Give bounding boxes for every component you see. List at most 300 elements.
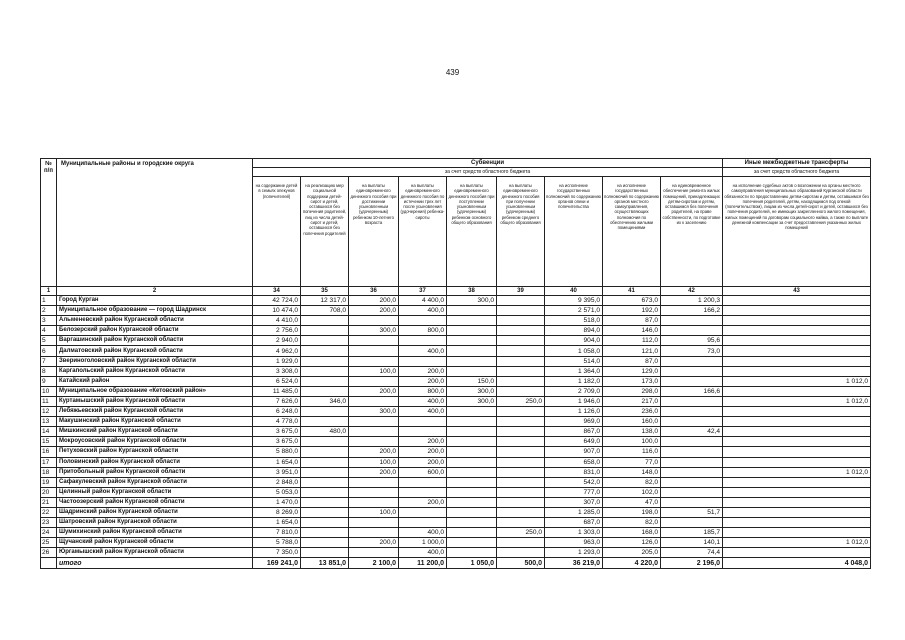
column-header-35: на реализацию мер социальной поддержки детей-сирот и детей, оставшихся без попечения родителей, лиц из числа детей-сирот и детей, оставшихся без попечения родителей [301,177,349,287]
table-row [41,487,871,497]
value-cell: 87,0 [603,316,661,326]
value-cell [723,356,871,366]
column-header-34: на содержание детей в семьях опекунов (попечителей) [253,177,301,287]
column-number: 39 [497,287,545,296]
column-number: 41 [603,287,661,296]
table-row [41,497,871,507]
value-cell: 1 364,0 [545,366,603,376]
value-cell: 173,0 [603,376,661,386]
row-number: 12 [41,407,57,417]
header-subsidies-source: за счет средств областного бюджета [253,168,723,177]
district-name: Далматовский район Курганской области [57,346,253,356]
value-cell [399,518,447,528]
value-cell [301,548,349,558]
value-cell: 1 303,0 [545,528,603,538]
value-cell: 198,0 [603,507,661,517]
value-cell [723,346,871,356]
value-cell [661,366,723,376]
value-cell: 7 350,0 [253,548,301,558]
value-cell: 200,0 [399,376,447,386]
row-number: 2 [41,306,57,316]
table-row [41,306,871,316]
district-name: Каргапольский район Курганской области [57,366,253,376]
value-cell [723,427,871,437]
value-cell [661,316,723,326]
district-name: Куртамышский район Курганской области [57,396,253,406]
header-subsidies: Субвенции [253,159,723,168]
value-cell [723,386,871,396]
value-cell [301,336,349,346]
value-cell [497,296,545,306]
value-cell: 400,0 [399,548,447,558]
header-transfers-source: за счет средств областного бюджета [723,168,871,177]
value-cell [723,447,871,457]
value-cell [661,518,723,528]
value-cell: 217,0 [603,396,661,406]
value-cell [301,326,349,336]
value-cell: 146,0 [603,326,661,336]
budget-table [40,158,871,569]
value-cell: 205,0 [603,548,661,558]
value-cell: 250,0 [497,396,545,406]
value-cell: 3 675,0 [253,427,301,437]
value-cell: 2 940,0 [253,336,301,346]
value-cell: 82,0 [603,477,661,487]
table-row [41,437,871,447]
value-cell [349,548,399,558]
header-other-transfers: Иные межбюджетные трансферты [723,159,871,168]
value-cell [723,366,871,376]
value-cell: 2 756,0 [253,326,301,336]
value-cell: 1 126,0 [545,407,603,417]
value-cell: 777,0 [545,487,603,497]
row-number: 15 [41,437,57,447]
value-cell [399,417,447,427]
value-cell [723,507,871,517]
row-number: 9 [41,376,57,386]
value-cell [723,487,871,497]
value-cell: 3 308,0 [253,366,301,376]
column-number: 38 [447,287,497,296]
value-cell [349,356,399,366]
district-name: Город Курган [57,296,253,306]
value-cell: 166,2 [661,306,723,316]
table-row [41,386,871,396]
table-row [41,447,871,457]
row-number: 8 [41,366,57,376]
value-cell [497,386,545,396]
row-number: 26 [41,548,57,558]
value-cell [497,366,545,376]
value-cell [301,356,349,366]
table-row [41,366,871,376]
value-cell [301,457,349,467]
column-header-43: на исполнение судебных актов о возложении на органы местного самоуправления муниципальных образований Курганской области обязанности по предоставлению детям-сиротам и детям, оставшимся без попечения родителей, детям, находящимся под опекой (попечительством), лицам из числа детей-сирот и детей, оставшихся без попечения родителей, не имеющих закрепленного жилого помещения, жилых помещений по договорам социального найма, а также по выплате денежной компенсации за счет предоставления указанных жилых помещений [723,177,871,287]
value-cell: 1 654,0 [253,457,301,467]
column-header-42: на единовременное обеспечение ремонта жилых помещений, принадлежащих детям-сиротам и детям, оставшимся без попечения родителей, на праве собственности, по подготовке их к заселению [661,177,723,287]
value-cell [661,487,723,497]
column-header-36: на выплаты единовременного денежного пособия при достижении усыновленным (удочеренным) ребенком 10-летнего возраста [349,177,399,287]
value-cell [447,447,497,457]
column-number: 42 [661,287,723,296]
row-number: 17 [41,457,57,467]
value-cell: 500,0 [497,558,545,569]
value-cell: 200,0 [349,306,399,316]
value-cell: 5 880,0 [253,447,301,457]
value-cell: 867,0 [545,427,603,437]
value-cell [497,326,545,336]
table-row [41,417,871,427]
column-number: 40 [545,287,603,296]
value-cell [661,467,723,477]
value-cell [447,427,497,437]
value-cell: 95,6 [661,336,723,346]
value-cell: 200,0 [399,447,447,457]
district-name: Звериноголовский район Курганской области [57,356,253,366]
value-cell [301,518,349,528]
value-cell: 102,0 [603,487,661,497]
value-cell: 1 182,0 [545,376,603,386]
value-cell [497,467,545,477]
value-cell: 192,0 [603,306,661,316]
value-cell [349,487,399,497]
value-cell: 236,0 [603,407,661,417]
value-cell [497,548,545,558]
value-cell [497,518,545,528]
value-cell: 200,0 [349,386,399,396]
value-cell [301,487,349,497]
value-cell: 100,0 [349,507,399,517]
value-cell: 300,0 [447,396,497,406]
value-cell: 2 196,0 [661,558,723,569]
column-number: 37 [399,287,447,296]
value-cell: 658,0 [545,457,603,467]
value-cell: 200,0 [399,366,447,376]
value-cell [723,497,871,507]
value-cell: 673,0 [603,296,661,306]
value-cell: 82,0 [603,518,661,528]
column-number: 34 [253,287,301,296]
table-row [41,507,871,517]
value-cell [447,366,497,376]
value-cell: 300,0 [349,326,399,336]
value-cell [661,326,723,336]
table-row [41,336,871,346]
value-cell: 307,0 [545,497,603,507]
value-cell [723,306,871,316]
value-cell: 150,0 [447,376,497,386]
value-cell: 1 012,0 [723,396,871,406]
value-cell [723,296,871,306]
row-number: 1 [41,296,57,306]
value-cell [349,427,399,437]
value-cell: 4 778,0 [253,417,301,427]
value-cell [301,447,349,457]
value-cell: 542,0 [545,477,603,487]
district-name: Варгашинский район Курганской области [57,336,253,346]
value-cell [447,457,497,467]
value-cell: 400,0 [399,306,447,316]
value-cell: 3 951,0 [253,467,301,477]
district-name: Катайский район [57,376,253,386]
value-cell [447,548,497,558]
value-cell: 100,0 [349,366,399,376]
district-name: Мишкинский район Курганской области [57,427,253,437]
value-cell [661,447,723,457]
district-name: Щучанский район Курганской области [57,538,253,548]
value-cell: 9 395,0 [545,296,603,306]
value-cell: 904,0 [545,336,603,346]
value-cell: 963,0 [545,538,603,548]
value-cell: 100,0 [603,437,661,447]
value-cell: 42,4 [661,427,723,437]
district-name: Частоозерский район Курганской области [57,497,253,507]
value-cell: 169 241,0 [253,558,301,569]
district-name: Шумихинский район Курганской области [57,528,253,538]
value-cell [497,316,545,326]
value-cell [447,528,497,538]
value-cell: 708,0 [301,306,349,316]
value-cell: 1 012,0 [723,467,871,477]
value-cell [447,336,497,346]
value-cell [349,336,399,346]
value-cell [661,356,723,366]
value-cell [723,326,871,336]
row-number: 10 [41,386,57,396]
district-name: Мокроусовский район Курганской области [57,437,253,447]
value-cell [497,457,545,467]
table-row [41,376,871,386]
value-cell: 250,0 [497,528,545,538]
value-cell: 47,0 [603,497,661,507]
column-number: 2 [57,287,253,296]
value-cell [447,316,497,326]
row-number: 13 [41,417,57,427]
value-cell: 42 724,0 [253,296,301,306]
value-cell [723,407,871,417]
district-name: Целинный район Курганской области [57,487,253,497]
value-cell [497,356,545,366]
table-row [41,316,871,326]
value-cell: 116,0 [603,447,661,457]
value-cell: 649,0 [545,437,603,447]
column-number: 36 [349,287,399,296]
district-name: Муниципальное образование — город Шадринск [57,306,253,316]
value-cell: 6 248,0 [253,407,301,417]
column-number: 35 [301,287,349,296]
value-cell: 8 269,0 [253,507,301,517]
value-cell [661,477,723,487]
value-cell [447,306,497,316]
value-cell: 4 962,0 [253,346,301,356]
value-cell [301,376,349,386]
value-cell [447,507,497,517]
value-cell [447,538,497,548]
value-cell: 1 654,0 [253,518,301,528]
value-cell [447,487,497,497]
row-number: 3 [41,316,57,326]
row-number: 5 [41,336,57,346]
value-cell: 1 058,0 [545,346,603,356]
value-cell: 400,0 [399,346,447,356]
value-cell: 800,0 [399,326,447,336]
value-cell [661,497,723,507]
value-cell [447,326,497,336]
district-name: Половинский район Курганской области [57,457,253,467]
value-cell [301,366,349,376]
value-cell: 300,0 [447,296,497,306]
value-cell: 400,0 [399,407,447,417]
row-number: 18 [41,467,57,477]
district-name: Шадринский район Курганской области [57,507,253,517]
value-cell: 687,0 [545,518,603,528]
table-row [41,477,871,487]
table-row [41,396,871,406]
value-cell [349,376,399,386]
value-cell: 2 100,0 [349,558,399,569]
table-row [41,407,871,417]
district-name: Шатровский район Курганской области [57,518,253,528]
row-number: 4 [41,326,57,336]
table-row [41,346,871,356]
value-cell [497,497,545,507]
row-number: 23 [41,518,57,528]
value-cell [349,417,399,427]
value-cell: 77,0 [603,457,661,467]
value-cell [723,417,871,427]
row-number: 22 [41,507,57,517]
value-cell [497,407,545,417]
total-row [41,558,871,569]
district-name: Лебяжьевский район Курганской области [57,407,253,417]
value-cell: 600,0 [399,467,447,477]
row-number: 19 [41,477,57,487]
value-cell: 200,0 [399,437,447,447]
value-cell: 185,7 [661,528,723,538]
row-number: 24 [41,528,57,538]
value-cell: 2 709,0 [545,386,603,396]
value-cell [497,437,545,447]
value-cell: 73,0 [661,346,723,356]
value-cell [399,477,447,487]
header-district-name: Муниципальные районы и городские округа [57,159,253,287]
value-cell [661,437,723,447]
value-cell: 168,0 [603,528,661,538]
value-cell [301,437,349,447]
district-name: Муниципальное образование «Кетовский район» [57,386,253,396]
value-cell: 907,0 [545,447,603,457]
value-cell: 300,0 [447,386,497,396]
value-cell: 1 000,0 [399,538,447,548]
value-cell: 400,0 [399,528,447,538]
value-cell: 300,0 [349,407,399,417]
value-cell [399,427,447,437]
value-cell [447,467,497,477]
value-cell [497,477,545,487]
value-cell [723,316,871,326]
value-cell [661,417,723,427]
value-cell [497,376,545,386]
value-cell [301,316,349,326]
value-cell: 200,0 [399,457,447,467]
page-number: 439 [445,68,460,77]
value-cell [349,518,399,528]
value-cell [723,437,871,447]
value-cell [301,417,349,427]
value-cell [497,487,545,497]
value-cell: 480,0 [301,427,349,437]
value-cell: 6 524,0 [253,376,301,386]
value-cell: 514,0 [545,356,603,366]
value-cell: 5 788,0 [253,538,301,548]
row-number: 6 [41,346,57,356]
row-number: 11 [41,396,57,406]
value-cell: 166,6 [661,386,723,396]
value-cell [349,528,399,538]
value-cell: 1 050,0 [447,558,497,569]
value-cell [723,548,871,558]
value-cell [497,538,545,548]
district-name: Белозерский район Курганской области [57,326,253,336]
value-cell: 1 946,0 [545,396,603,406]
district-name: Альменевский район Курганской области [57,316,253,326]
value-cell [497,507,545,517]
value-cell: 140,1 [661,538,723,548]
value-cell [497,336,545,346]
value-cell [447,437,497,447]
table-row [41,467,871,477]
header-row-number: № п/п [41,159,57,287]
value-cell: 138,0 [603,427,661,437]
table-row [41,427,871,437]
table-row [41,356,871,366]
value-cell [661,376,723,386]
value-cell [349,437,399,447]
value-cell [301,346,349,356]
row-number: 7 [41,356,57,366]
total-label: итого [57,558,253,569]
table-row [41,528,871,538]
value-cell: 346,0 [301,396,349,406]
value-cell [447,477,497,487]
district-name: Петуховский район Курганской области [57,447,253,457]
value-cell: 112,0 [603,336,661,346]
value-cell: 4 410,0 [253,316,301,326]
value-cell [723,477,871,487]
value-cell: 2 571,0 [545,306,603,316]
value-cell [723,336,871,346]
value-cell [301,497,349,507]
value-cell: 1 012,0 [723,538,871,548]
value-cell [301,477,349,487]
value-cell: 1 470,0 [253,497,301,507]
value-cell [447,497,497,507]
value-cell: 969,0 [545,417,603,427]
value-cell: 2 848,0 [253,477,301,487]
value-cell: 518,0 [545,316,603,326]
value-cell: 894,0 [545,326,603,336]
value-cell [301,467,349,477]
value-cell: 5 053,0 [253,487,301,497]
value-cell [723,457,871,467]
value-cell: 12 317,0 [301,296,349,306]
column-header-37: на выплаты единовременного денежного пособия по истечении трех лет после усыновления (удочерения) ребенка-сироты [399,177,447,287]
value-cell [661,396,723,406]
value-cell: 10 474,0 [253,306,301,316]
table-row [41,518,871,528]
value-cell: 800,0 [399,386,447,396]
district-name: Макушинский район Курганской области [57,417,253,427]
